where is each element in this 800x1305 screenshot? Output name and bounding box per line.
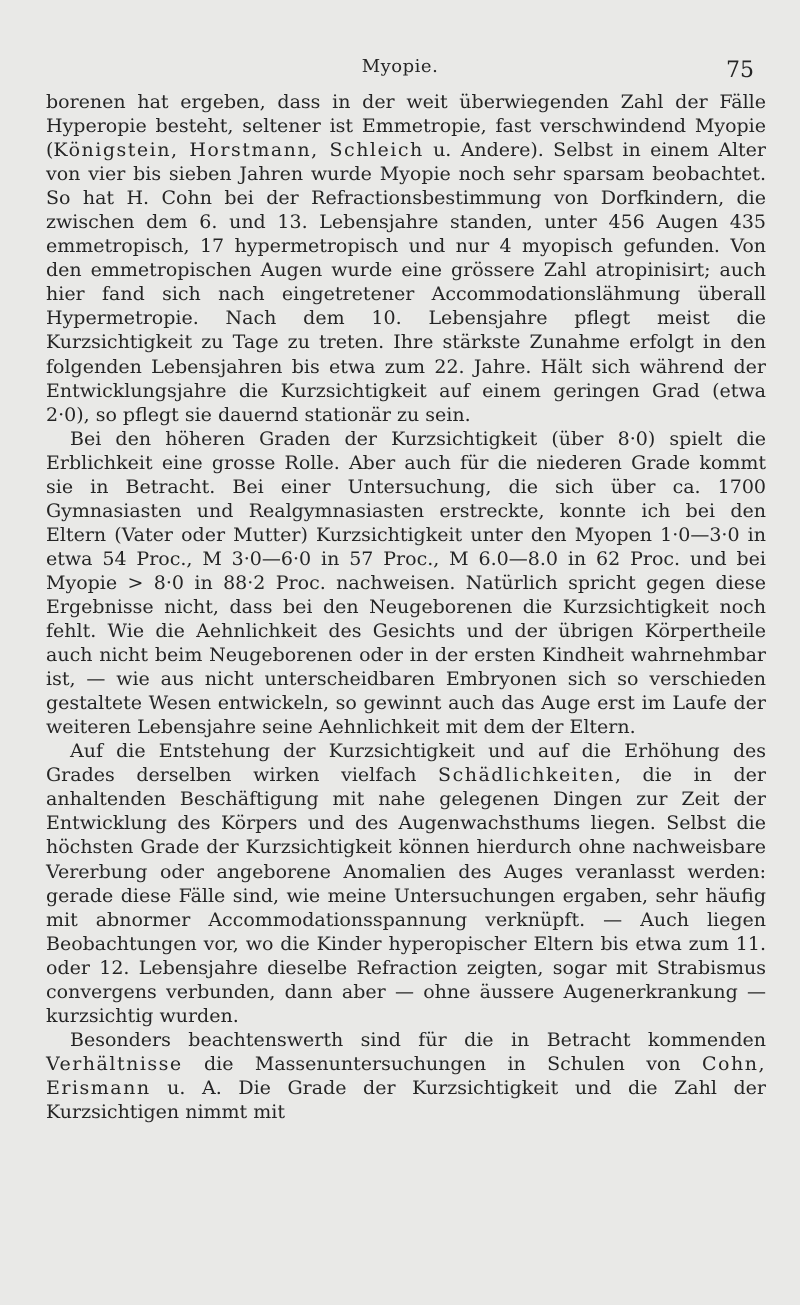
- author-names: Cohn, Erismann: [46, 1052, 766, 1099]
- text-segment: , die in der anhaltenden Beschäftigung mit nahe gelegenen Dingen zur Zeit der Entwicklung des Körpers und des Augenwachsthums liegen. Selbst die höchsten Grade der Kurzsichtigkeit können hierdurch ohne nachweisbare Vererbung oder angeborene Anomalien des Auges veranlasst werden: gerade diese Fälle sind, wie meine Untersuchungen ergaben, sehr häufig mit abnormer Accommodationsspannung verknüpft. — Auch liegen Beobachtungen vor, wo die Kinder hyperopischer Eltern bis etwa zum 11. oder 12. Lebensjahre dieselbe Refraction zeigten, sogar mit Strabismus convergens verbunden, dann aber — ohne äussere Augenerkrankung — kurzsichtig wurden.: [46, 764, 766, 1027]
- paragraph-3: [46, 739, 766, 1028]
- body-text: [46, 90, 766, 1124]
- text-segment: u. Andere). Selbst in einem Alter von vier bis sieben Jahren wurde Myopie noch sehr sparsam beobachtet. So hat H. Cohn bei der Refractionsbestimmung von Dorfkindern, die zwischen dem 6. und 13. Lebensjahre standen, unter 456 Augen 435 emmetropisch, 17 hypermetropisch und nur 4 myopisch gefunden. Von den emmetropischen Augen wurde eine grössere Zahl atropinisirt; auch hier fand sich nach eingetretener Accommodationslähmung überall Hypermetropie. Nach dem 10. Lebensjahre pflegt meist die Kurzsichtigkeit zu Tage zu treten. Ihre stärkste Zunahme erfolgt in den folgenden Lebensjahren bis etwa zum 22. Jahre. Hält sich während der Entwicklungsjahre die Kurzsichtigkeit auf einem geringen Grad (etwa 2·0), so pflegt sie dauernd stationär zu sein.: [46, 139, 767, 426]
- text-segment: die Massenuntersuchungen in Schulen von: [182, 1052, 702, 1075]
- text-segment: u. A. Die Grade der Kurzsichtigkeit und die Zahl der Kurzsichtigen nimmt mit: [46, 1076, 766, 1123]
- paragraph-2: [46, 427, 766, 740]
- emphasized-term: Schädlichkeiten: [438, 764, 615, 787]
- author-names: Königstein, Horstmann, Schleich: [53, 139, 424, 162]
- text-segment: Auf die Entstehung der Kurzsichtigkeit und auf die Erhöhung des Grades derselben wirken vielfach: [46, 740, 766, 787]
- text-segment: borenen hat ergeben, dass in der weit überwiegenden Zahl der Fälle Hyperopie besteht, seltener ist Emmetropie, fast verschwindend Myopie (: [46, 91, 766, 162]
- text-segment: Bei den höheren Graden der Kurzsichtigkeit (über 8·0) spielt die Erblichkeit eine grosse Rolle. Aber auch für die niederen Grade kommt sie in Betracht. Bei einer Untersuchung, die sich über ca. 1700 Gymnasiasten und Realgymnasiasten erstreckte, konnte ich bei den Eltern (Vater oder Mutter) Kurzsichtigkeit unter den Myopen 1·0—3·0 in etwa 54 Proc., M 3·0—6·0 in 57 Proc., M 6.0—8.0 in 62 Proc. und bei Myopie > 8·0 in 88·2 Proc. nachweisen. Natürlich spricht gegen diese Ergebnisse nicht, dass bei den Neugeborenen die Kurzsichtigkeit noch fehlt. Wie die Aehnlichkeit des Gesichts und der übrigen Körpertheile auch nicht beim Neugeborenen oder in der ersten Kindheit wahrnehmbar ist, — wie aus nicht unterscheidbaren Embryonen sich so verschieden gestaltete Wesen entwickeln, so gewinnt auch das Auge erst im Laufe der weiteren Lebensjahre seine Aehnlichkeit mit dem der Eltern.: [46, 427, 766, 739]
- paragraph-4: [46, 1028, 766, 1124]
- emphasized-term: Verhältnisse: [46, 1052, 183, 1075]
- running-head: [0, 56, 800, 86]
- text-segment: Besonders beachtenswerth sind für die in Betracht kommenden: [70, 1028, 766, 1051]
- paragraph-1: [46, 90, 766, 427]
- page-number: 75: [726, 58, 754, 83]
- running-title: Myopie.: [361, 56, 439, 77]
